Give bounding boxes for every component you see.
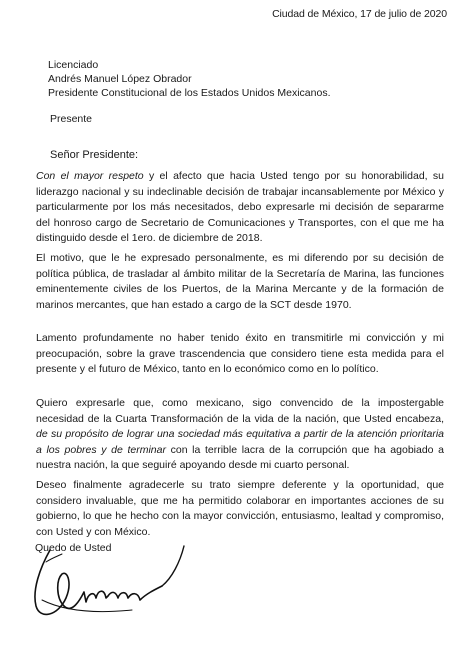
paragraph-3: Lamento profundamente no haber tenido éxito en transmitirle mi convicción y mi preocupación, sobre la grave trascendencia que considero tiene esta medida para el presente y el futuro de México, tanto en lo económico como en lo político. <box>36 332 444 375</box>
salutation: Señor Presidente: <box>50 149 139 161</box>
paragraph-4 <box>36 396 444 474</box>
closing-line: Quedo de Usted <box>35 542 112 554</box>
paragraph-1-italic: Con el mayor respeto <box>36 170 144 182</box>
recipient-name: Andrés Manuel López Obrador <box>48 73 192 85</box>
recipient-block <box>48 58 331 100</box>
paragraph-1 <box>36 169 444 247</box>
recipient-title: Licenciado <box>48 59 99 71</box>
presente-label: Presente <box>50 113 93 125</box>
paragraph-2: El motivo, que le he expresado personalmente, es mi diferendo por su decisión de política pública, de trasladar al ámbito militar de la Secretaría de Marina, las funciones eminentemente civiles de los Puertos, de la Marina Mercante y de la formación de marinos mercantes, que han estado a cargo de la SCT desde 1970. <box>36 252 444 311</box>
place-date: Ciudad de México, 17 de julio de 2020 <box>272 8 447 20</box>
recipient-position: Presidente Constitucional de los Estados Unidos Mexicanos. <box>48 87 331 99</box>
paragraph-4-italic: de su propósito de lograr una sociedad más equitativa a partir de la atención prioritaria a los pobres y de terminar <box>36 428 444 456</box>
paragraph-4-text-c: con la terrible lacra de la corrupción que ha agobiado a nuestra nación, la que seguiré apoyando desde mi cuarto personal. <box>36 443 444 471</box>
handwritten-signature <box>22 540 222 630</box>
paragraph-5: Deseo finalmente agradecerle su trato siempre deferente y la oportunidad, que considero invaluable, que me ha permitido colaborar en importantes acciones de su gobierno, lo que he hecho con la mayor convicción, entusiasmo, lealtad y compromiso, con Usted y con México. <box>36 479 444 538</box>
paragraph-1-text: y el afecto que hacia Usted tengo por su honorabilidad, su liderazgo nacional y su indeclinable decisión de trabajar incansablemente por México y particularmente por los más necesitados, debo expresarle mi decisión de separarme del honroso cargo de Secretario de Comunicaciones y Transportes, con el que me ha distinguido desde el 1ero. de diciembre de 2018. <box>36 170 444 244</box>
paragraph-4-text-a: Quiero expresarle que, como mexicano, sigo convencido de la impostergable necesidad de la Cuarta Transformación de la vida de la nación, que Usted encabeza, <box>36 397 444 425</box>
